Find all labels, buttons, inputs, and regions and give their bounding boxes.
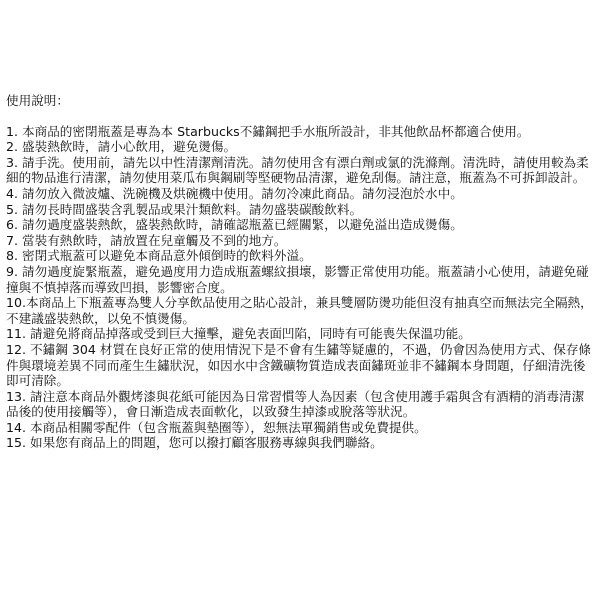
instructions-document (6, 93, 594, 451)
instruction-item-2: 2. 盛裝熱飲時，請小心飲用，避免燙傷。 (6, 139, 237, 155)
instruction-item-6: 6. 請勿過度盛裝熱飲，盛裝熱飲時，請確認瓶蓋已經關緊，以避免溢出造成燙傷。 (6, 217, 463, 233)
document-title: 使用說明： (6, 93, 69, 108)
instruction-item-8: 8. 密閉式瓶蓋可以避免本商品意外傾倒時的飲料外溢。 (6, 248, 312, 264)
instruction-item-5: 5. 請勿長時間盛裝含乳製品或果汁類飲料。請勿盛裝碳酸飲料。 (6, 201, 363, 217)
instruction-item-7: 7. 當裝有熱飲時，請放置在兒童觸及不到的地方。 (6, 232, 287, 248)
instruction-item-9: 9. 請勿過度旋緊瓶蓋，避免過度用力造成瓶蓋螺紋損壞，影響正常使用功能。瓶蓋請小心使用，請避免碰撞與不慎掉落而導致凹損，影響密合度。 (6, 263, 589, 295)
instruction-item-14: 14. 本商品相關零配件（包含瓶蓋與墊圈等），恕無法單獨銷售或免費提供。 (6, 419, 427, 435)
instruction-item-13: 13. 請注意本商品外觀烤漆與花紙可能因為日常習慣等人為因素（包含使用護手霜與含有酒精的消毒清潔品後的使用接觸等），會日漸造成表面軟化，以致發生掉漆或脫落等狀況。 (6, 388, 585, 420)
instruction-item-10: 10.本商品上下瓶蓋專為雙人分享飲品使用之貼心設計，兼具雙層防燙功能但沒有抽真空而無法完全隔熱，不建議盛裝熱飲，以免不慎燙傷。 (6, 295, 593, 326)
instruction-item-12: 12. 不鏽鋼 304 材質在良好正常的使用情況下是不會有生鏽等疑慮的，不過，仍會因為使用方式、保存條件與環境差異不同而產生生鏽狀況，如因水中含鐵礦物質造成表面鏽斑並非不鏽鋼本身問題，仔細清洗後即可清除。 (6, 341, 592, 389)
instruction-item-15: 15. 如果您有商品上的問題，您可以撥打顧客服務專線與我們聯絡。 (6, 435, 383, 451)
instruction-item-1: 1. 本商品的密閉瓶蓋是專為本 Starbucks不鏽鋼把手水瓶所設計，非其他飲品杯都適合使用。 (6, 123, 530, 139)
instruction-item-11: 11. 請避免將商品掉落或受到巨大撞擊，避免表面凹陷，同時有可能喪失保溫功能。 (6, 326, 471, 342)
instruction-item-3: 3. 請手洗。使用前，請先以中性清潔劑清洗。請勿使用含有漂白劑或氯的洗滌劑。清洗時，請使用較為柔細的物品進行清潔，請勿使用菜瓜布與鋼刷等堅硬物品清潔，避免刮傷。請注意，瓶蓋為不可拆卸設計。 (6, 154, 589, 186)
instruction-item-4: 4. 請勿放入微波爐、洗碗機及烘碗機中使用。請勿冷凍此商品。請勿浸泡於水中。 (6, 185, 463, 201)
